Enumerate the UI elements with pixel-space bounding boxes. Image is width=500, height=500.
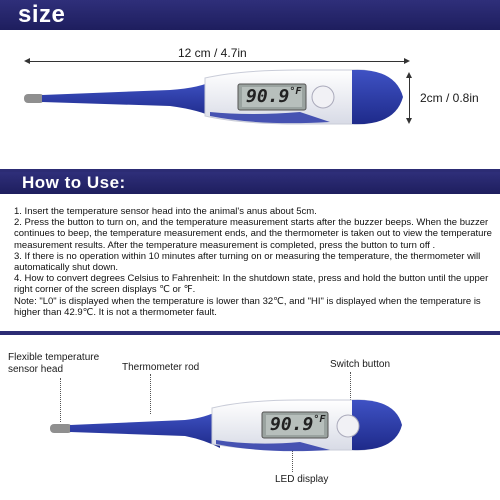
instruction-step-2: 2. Press the button to turn on, and the temperature measurement starts after the buzzer beeps. When the buzzer continues to beep, the temperature measurement ends, and the thermometer is taken out to view the temperature measurement results. After the temperature measurement is completed, press the button to turn off . bbox=[14, 217, 492, 251]
switch-label: Switch button bbox=[330, 359, 391, 370]
thermometer-top-image bbox=[0, 0, 500, 150]
lcd-unit-bottom: °F bbox=[313, 414, 326, 425]
lcd-reading-top bbox=[246, 86, 301, 107]
instruction-step-4: 4. How to convert degrees Celsius to Fahrenheit: In the shutdown state, press and hold the button until the upper right corner of the screen displays ℃ or ℉. bbox=[14, 273, 489, 296]
lcd-digits-top: 90.9 bbox=[246, 86, 290, 107]
rod-label: Thermometer rod bbox=[122, 362, 200, 373]
lcd-reading-bottom bbox=[270, 414, 325, 435]
thermometer-bottom-image bbox=[0, 380, 500, 500]
instruction-step-1: 1. Insert the temperature sensor head into the animal's anus about 5cm. bbox=[14, 206, 317, 217]
lcd-unit-top: °F bbox=[289, 86, 302, 97]
size-title: size bbox=[18, 1, 66, 28]
diameter-label: 2cm / 0.8in bbox=[420, 91, 479, 105]
display-label: LED display bbox=[275, 474, 329, 485]
instruction-note: Note: "L0" is displayed when the temperature is lower than 32℃, and "HI" is displayed when the temperature is higher than 42.9℃. It is not a thermometer fault. bbox=[14, 295, 481, 318]
how-to-title: How to Use: bbox=[22, 173, 126, 192]
length-label: 12 cm / 4.7in bbox=[178, 46, 247, 60]
sensor-head-label: Flexible temperature sensor head bbox=[8, 352, 100, 375]
instructions-block bbox=[14, 206, 494, 318]
instructions-bottom-rule bbox=[0, 331, 500, 335]
lcd-digits-bottom: 90.9 bbox=[270, 414, 314, 435]
instruction-step-3: 3. If there is no operation within 10 minutes after turning on or measuring the temperature, the thermometer will automatically shut down. bbox=[14, 250, 481, 274]
